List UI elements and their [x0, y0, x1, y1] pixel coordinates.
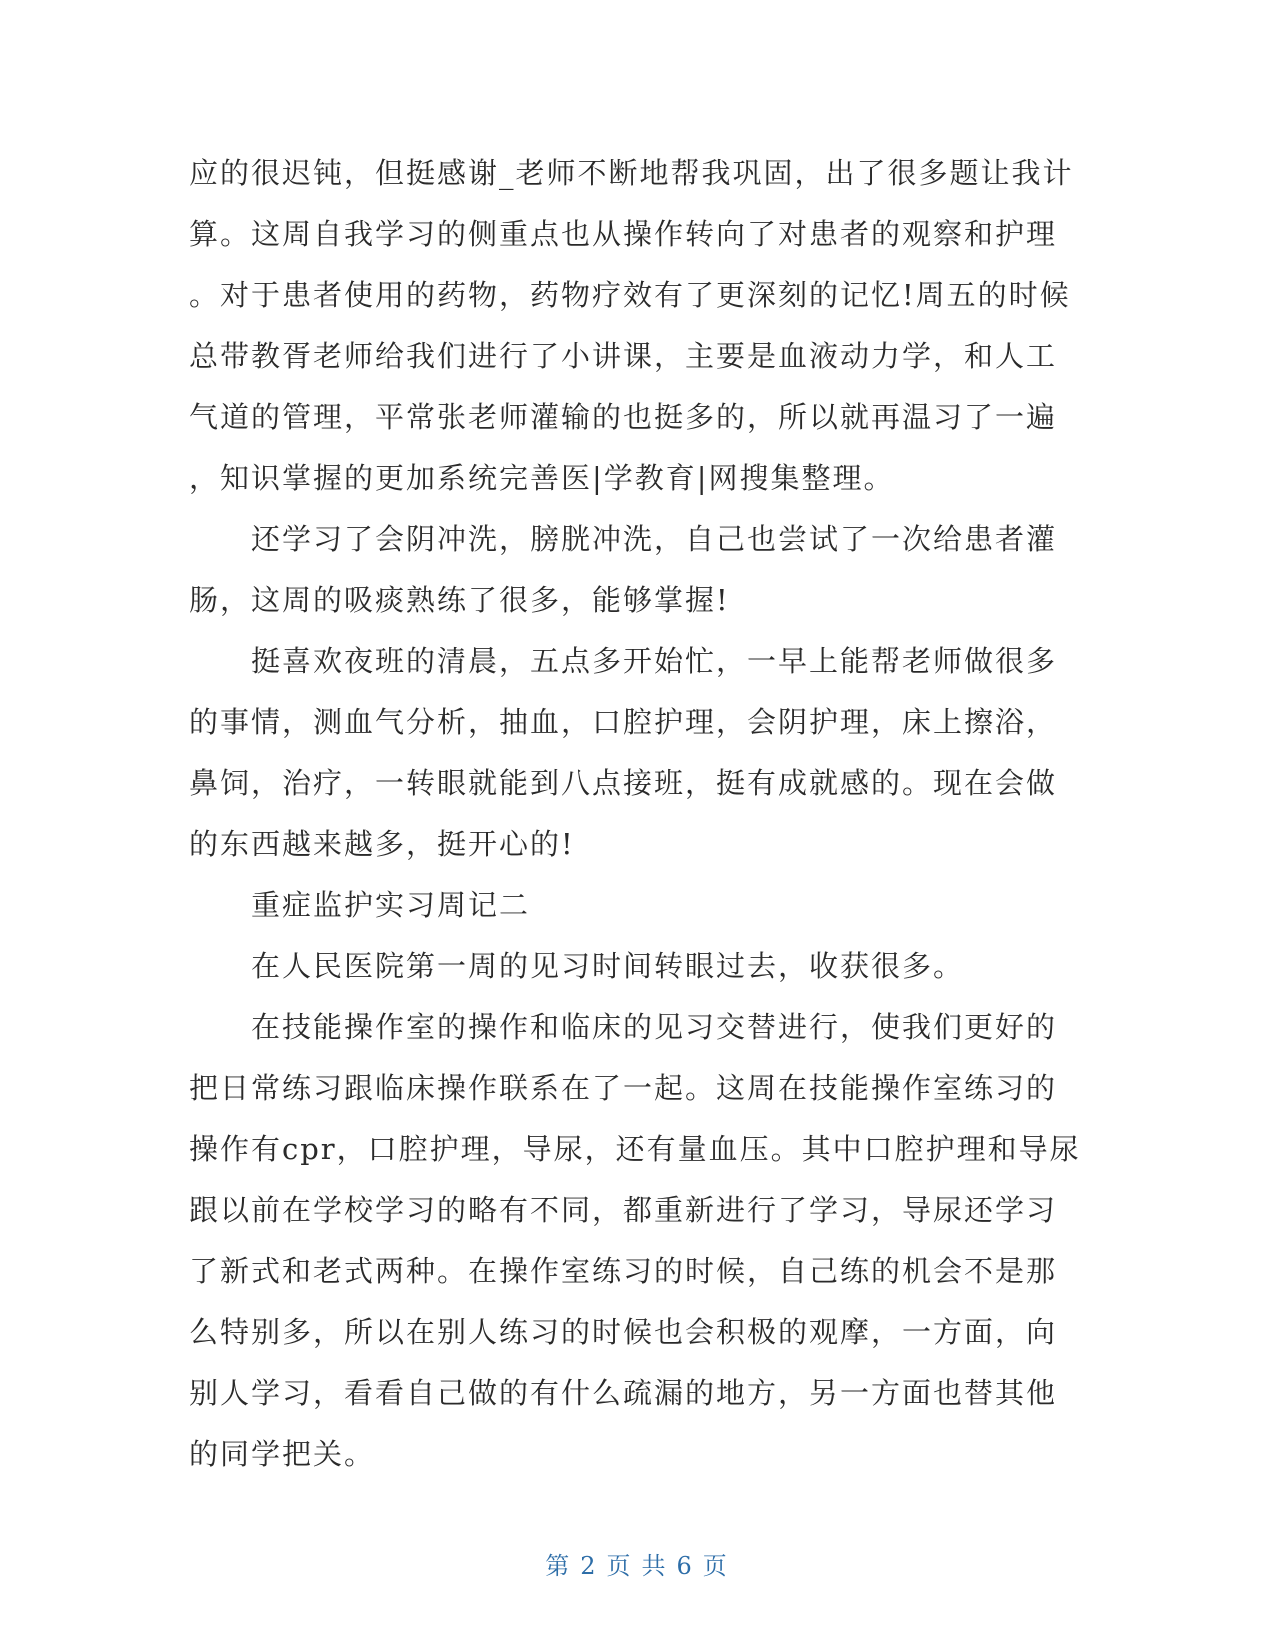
text-line: 别人学习，看看自己做的有什么疏漏的地方，另一方面也替其他 — [189, 1376, 1058, 1410]
total-page-count: 6 — [676, 1552, 695, 1580]
text-line: 的东西越来越多，挺开心的! — [189, 827, 575, 861]
text-line: 总带教胥老师给我们进行了小讲课，主要是血液动力学，和人工 — [189, 339, 1058, 373]
current-page-number: 2 — [580, 1552, 599, 1580]
page-footer — [0, 1546, 1275, 1581]
text-line: 气道的管理，平常张老师灌输的也挺多的，所以就再温习了一遍 — [189, 400, 1058, 434]
text-line: 。对于患者使用的药物，药物疗效有了更深刻的记忆!周五的时候 — [189, 278, 1071, 312]
text-line: 应的很迟钝，但挺感谢_老师不断地帮我巩固，出了很多题让我计 — [189, 156, 1074, 190]
text-line: 肠，这周的吸痰熟练了很多，能够掌握! — [189, 583, 730, 617]
paragraph-start-line: 在人民医院第一周的见习时间转眼过去，收获很多。 — [251, 949, 965, 983]
text-line: 的事情，测血气分析，抽血，口腔护理，会阴护理，床上擦浴， — [189, 705, 1058, 739]
section-heading: 重症监护实习周记二 — [251, 888, 531, 922]
text-line: 把日常练习跟临床操作联系在了一起。这周在技能操作室练习的 — [189, 1071, 1058, 1105]
footer-suffix: 页 — [702, 1552, 730, 1580]
text-line: 么特别多，所以在别人练习的时候也会积极的观摩，一方面，向 — [189, 1315, 1058, 1349]
text-line: 鼻饲，治疗，一转眼就能到八点接班，挺有成就感的。现在会做 — [189, 766, 1058, 800]
text-line: 算。这周自我学习的侧重点也从操作转向了对患者的观察和护理 — [189, 217, 1058, 251]
text-line: 跟以前在学校学习的略有不同，都重新进行了学习，导尿还学习 — [189, 1193, 1058, 1227]
body-text — [189, 143, 1079, 1485]
text-line: 的同学把关。 — [189, 1437, 376, 1471]
text-line: 操作有cpr，口腔护理，导尿，还有量血压。其中口腔护理和导尿 — [189, 1132, 1081, 1166]
footer-prefix: 第 — [545, 1552, 573, 1580]
paragraph-start-line: 还学习了会阴冲洗，膀胱冲洗，自己也尝试了一次给患者灌 — [251, 522, 1058, 556]
paragraph-start-line: 在技能操作室的操作和临床的见习交替进行，使我们更好的 — [251, 1010, 1058, 1044]
text-line: 了新式和老式两种。在操作室练习的时候，自己练的机会不是那 — [189, 1254, 1058, 1288]
footer-total-label: 共 — [641, 1552, 669, 1580]
text-line: ，知识掌握的更加系统完善医|学教育|网搜集整理。 — [189, 461, 895, 495]
footer-page-unit: 页 — [606, 1552, 634, 1580]
paragraph-start-line: 挺喜欢夜班的清晨，五点多开始忙，一早上能帮老师做很多 — [251, 644, 1058, 678]
